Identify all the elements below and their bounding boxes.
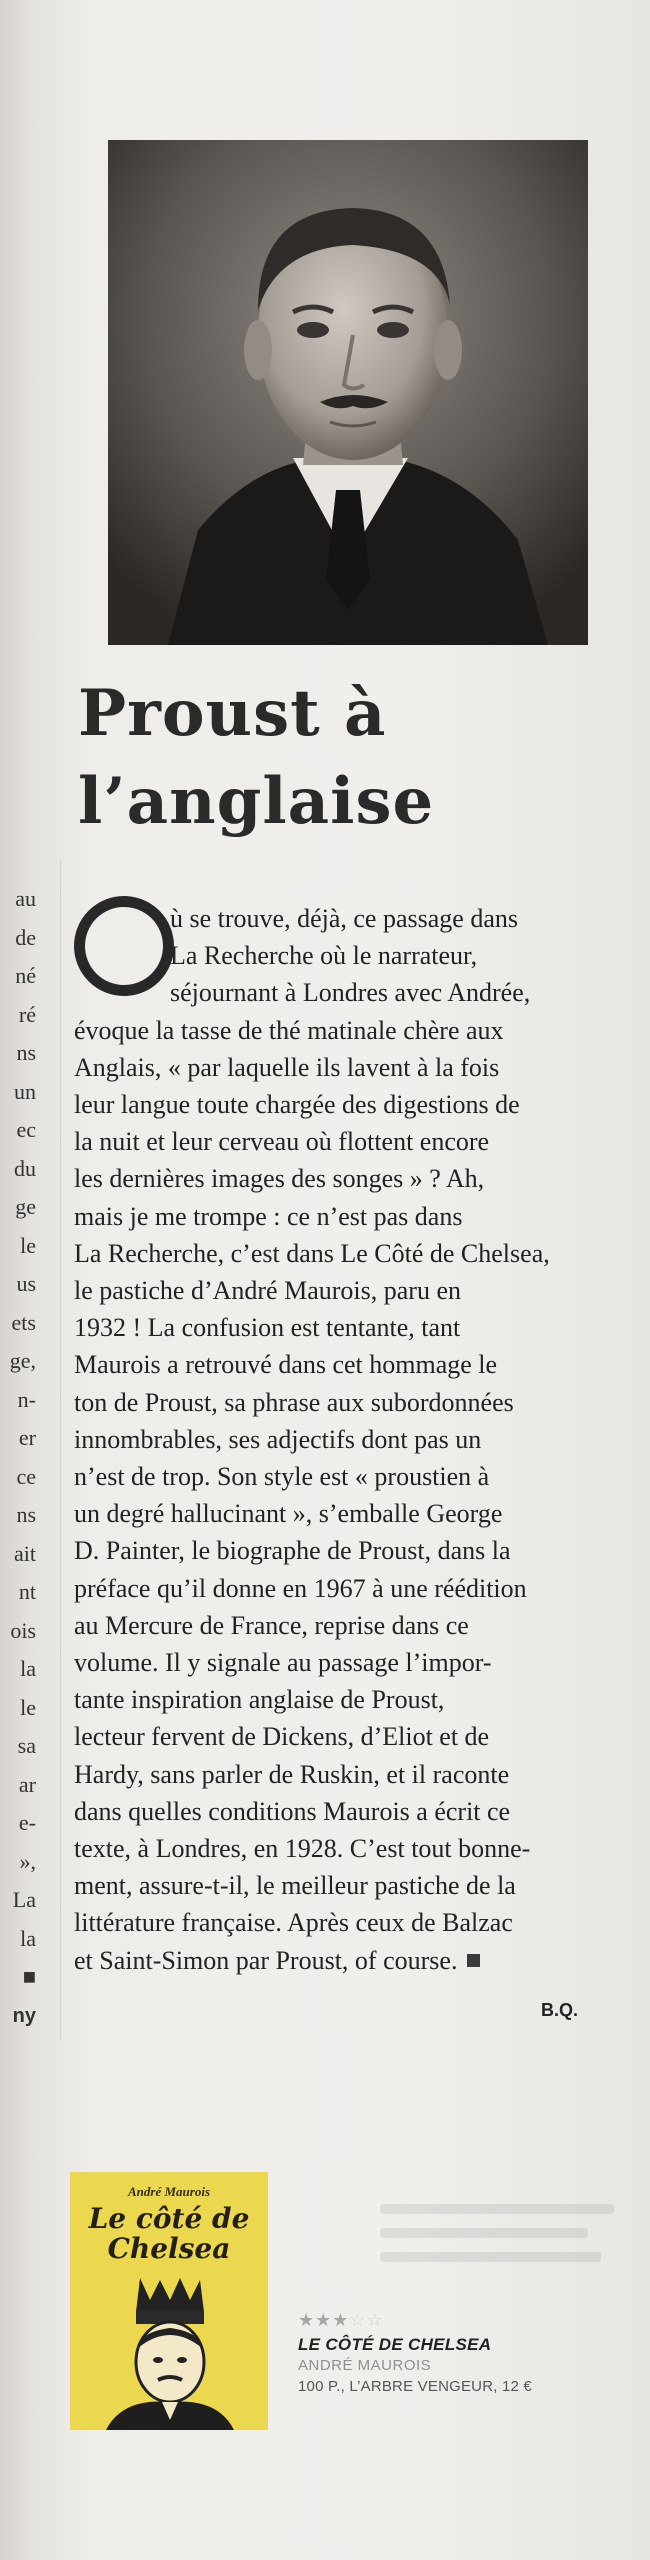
title-line: Proust à xyxy=(78,676,387,751)
body-line: les dernières images des songes » ? Ah, xyxy=(74,1164,485,1194)
book-cover xyxy=(70,2172,268,2430)
previous-column-line: ns xyxy=(16,1040,36,1065)
previous-column-line: du xyxy=(14,1155,36,1181)
body-line: innombrables, ses adjectifs dont pas un xyxy=(74,1424,482,1454)
article-body xyxy=(74,900,584,1979)
body-line: leur langue toute chargée des digestions de xyxy=(74,1090,520,1120)
previous-column-line: ar xyxy=(18,1771,36,1797)
body-line: 1932 ! La confusion est tentante, tant xyxy=(74,1313,461,1343)
previous-column-line: le xyxy=(20,1694,36,1720)
author-portrait xyxy=(108,140,588,645)
previous-column-line: ait xyxy=(14,1540,36,1566)
previous-column-line: », xyxy=(19,1848,36,1874)
previous-column-line: né xyxy=(15,963,36,988)
previous-column-line: La xyxy=(12,1887,36,1912)
rating-filled-stars: ★★★ xyxy=(298,2310,350,2330)
body-line: lecteur fervent de Dickens, d’Eliot et de xyxy=(74,1722,490,1752)
book-info xyxy=(298,2310,588,2395)
body-line: le pastiche d’André Maurois, paru en xyxy=(74,1276,461,1306)
previous-column-line: ■ xyxy=(22,1964,36,1989)
previous-column-line: us xyxy=(16,1271,36,1296)
body-line: ton de Proust, sa phrase aux subordonnées xyxy=(74,1387,514,1417)
body-line: Maurois a retrouvé dans cet hommage le xyxy=(74,1350,498,1380)
body-line: ù se trouve, déjà, ce passage dans xyxy=(170,904,518,933)
title-line: l’anglaise xyxy=(78,764,435,839)
body-line: mais je me trompe : ce n’est pas dans xyxy=(74,1201,463,1231)
body-line: Anglais, « par laquelle ils lavent à la fois xyxy=(74,1052,500,1082)
rating-empty-stars: ☆☆ xyxy=(349,2310,384,2330)
body-line: au Mercure de France, reprise dans ce xyxy=(74,1610,469,1640)
cover-title-line: Le côté de xyxy=(88,2202,250,2235)
body-line: un degré hallucinant », s’emballe George xyxy=(74,1499,503,1529)
body-line: La Recherche, c’est dans Le Côté de Chelsea, xyxy=(74,1238,550,1268)
body-line: séjournant à Londres avec Andrée, xyxy=(170,978,531,1008)
previous-column-line: ets xyxy=(11,1309,36,1335)
body-line: La Recherche où le narrateur, xyxy=(170,941,478,971)
previous-column-line: un xyxy=(14,1078,36,1104)
book-details: 100 P., L’ARBRE VENGEUR, 12 € xyxy=(298,2378,532,2395)
cover-title xyxy=(70,2204,268,2264)
previous-column-line: au xyxy=(15,886,36,911)
body-line: évoque la tasse de thé matinale chère aux xyxy=(74,1015,504,1045)
portrait-illustration xyxy=(108,140,588,645)
body-line: et Saint-Simon par Proust, of course. xyxy=(74,1942,584,1979)
body-line: préface qu’il donne en 1967 à une réédition xyxy=(74,1573,527,1603)
end-mark-icon xyxy=(467,1954,480,1967)
previous-column-line: ec xyxy=(16,1117,36,1142)
body-line: texte, à Londres, en 1928. C’est tout bonne- xyxy=(74,1834,531,1864)
previous-column-line: ge xyxy=(15,1194,36,1219)
author-signature: B.Q. xyxy=(540,2000,578,2020)
previous-column-line: sa xyxy=(17,1733,36,1758)
previous-column-line: er xyxy=(18,1425,36,1450)
background-text-bleed xyxy=(380,2190,640,2310)
book-title: LE CÔTÉ DE CHELSEA xyxy=(298,2335,492,2354)
previous-column-line: ré xyxy=(18,1001,36,1027)
previous-column-line: e- xyxy=(18,1810,36,1835)
previous-column-line: le xyxy=(20,1232,36,1258)
body-line: Hardy, sans parler de Ruskin, et il raconte xyxy=(74,1759,510,1789)
previous-column-fragment xyxy=(0,880,40,2027)
cover-title-line: Chelsea xyxy=(107,2232,231,2265)
cover-author: André Maurois xyxy=(128,2184,210,2199)
body-line: dans quelles conditions Maurois a écrit ce xyxy=(74,1796,511,1826)
previous-column-line: ce xyxy=(16,1463,36,1489)
body-line: la nuit et leur cerveau où flottent encore xyxy=(74,1127,490,1157)
previous-column-line: la xyxy=(20,1656,36,1681)
previous-column-line: la xyxy=(20,1925,36,1951)
cover-illustration xyxy=(92,2270,248,2430)
rating-stars xyxy=(298,2310,588,2331)
body-line: littérature française. Après ceux de Balzac xyxy=(74,1908,513,1938)
body-line: D. Painter, le biographe de Proust, dans la xyxy=(74,1536,511,1566)
previous-column-line: nt xyxy=(18,1579,36,1604)
previous-column-line: ge, xyxy=(9,1348,36,1373)
previous-column-line: n- xyxy=(17,1386,36,1412)
article-title xyxy=(78,670,598,846)
previous-column-line: ny xyxy=(12,2004,36,2027)
previous-column-line: ois xyxy=(10,1617,36,1643)
body-line: n’est de trop. Son style est « proustien à xyxy=(74,1462,490,1492)
body-line: tante inspiration anglaise de Proust, xyxy=(74,1685,445,1715)
body-line: ment, assure-t-il, le meilleur pastiche de la xyxy=(74,1871,516,1901)
body-line: volume. Il y signale au passage l’impor- xyxy=(74,1648,492,1678)
book-author: ANDRÉ MAUROIS xyxy=(298,2357,432,2374)
previous-column-line: de xyxy=(15,924,36,950)
previous-column-line: ns xyxy=(16,1502,36,1527)
column-divider xyxy=(60,860,61,2040)
